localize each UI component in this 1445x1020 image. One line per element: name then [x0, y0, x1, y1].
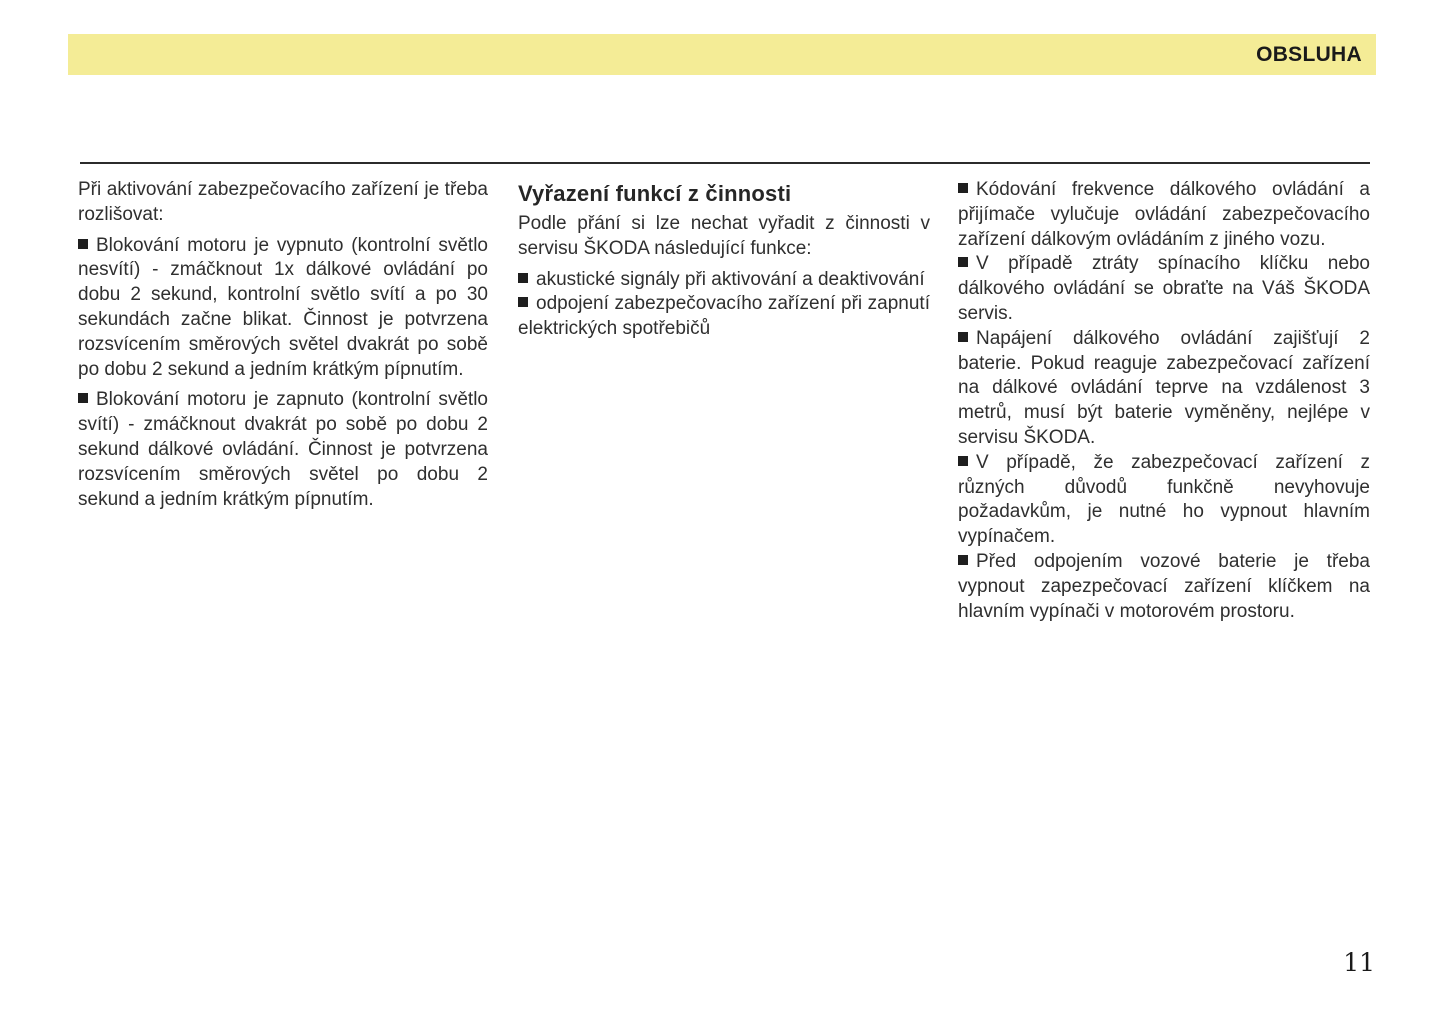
bullet-paragraph	[518, 268, 930, 293]
intro-paragraph	[78, 178, 488, 228]
paragraph-text: Podle přání si lze nechat vyřadit z činnosti v servisu ŠKODA následující funkce:	[518, 213, 930, 259]
bullet-square-icon	[78, 239, 88, 249]
bullet-paragraph	[518, 292, 930, 342]
page-number: 11	[1343, 948, 1375, 977]
bullet-square-icon	[78, 393, 88, 403]
intro-paragraph	[518, 212, 930, 262]
paragraph-text: V případě, že zabezpečovací zařízení z různých důvodů funkčně nevyhovuje požadavkům, je nutné ho vypnout hlavním vypínačem.	[958, 451, 1370, 548]
column-3	[958, 178, 1370, 624]
column-1	[78, 178, 488, 518]
bullet-square-icon	[958, 555, 968, 565]
paragraph-text: odpojení zabezpečovacího zařízení při zapnutí elektrických spotřebičů	[518, 293, 930, 340]
bullet-square-icon	[518, 297, 528, 307]
paragraph-text: Při aktivování zabezpečovacího zařízení je třeba rozlišovat:	[78, 179, 488, 225]
bullet-paragraph	[78, 234, 488, 383]
section-header-band	[68, 34, 1376, 75]
section-heading: Vyřazení funkcí z činnosti	[518, 181, 792, 206]
paragraph-text: Napájení dálkového ovládání zajišťují 2 baterie. Pokud reaguje zabezpečovací zařízení na dálkové ovládání teprve na vzdálenost 3 metrů, musí být baterie vyměněny, nejlépe v servisu ŠKODA.	[958, 327, 1370, 448]
column-2	[518, 178, 930, 348]
bullet-square-icon	[958, 332, 968, 342]
paragraph-text: Blokování motoru je zapnuto (kontrolní světlo svítí) - zmáčknout dvakrát po sobě po dobu 2 sekund dálkové ovládání. Činnost je potvrzena rozsvícením směrových světel po dobu 2 sekund a jedním krátkým pípnutím.	[78, 389, 488, 510]
bullet-square-icon	[958, 456, 968, 466]
paragraph-text: akustické signály při aktivování a deaktivování	[536, 268, 925, 290]
bullet-paragraph	[958, 550, 1370, 624]
section-title: OBSLUHA	[1256, 43, 1362, 66]
bullet-paragraph	[958, 252, 1370, 326]
bullet-paragraph	[78, 388, 488, 512]
bullet-square-icon	[958, 183, 968, 193]
bullet-square-icon	[518, 273, 528, 283]
bullet-square-icon	[958, 257, 968, 267]
paragraph-text: V případě ztráty spínacího klíčku nebo dálkového ovládání se obraťte na Váš ŠKODA servis.	[958, 253, 1370, 324]
bullet-paragraph	[958, 327, 1370, 451]
horizontal-rule	[80, 162, 1370, 164]
paragraph-text: Před odpojením vozové baterie je třeba vypnout zapezpečovací zařízení klíčkem na hlavním vypínači v motorovém prostoru.	[958, 550, 1370, 622]
paragraph-text: Kódování frekvence dálkového ovládání a přijímače vylučuje ovládání zabezpečovacího zařízení dálkovým ovládáním z jiného vozu.	[958, 179, 1370, 250]
paragraph-text: Blokování motoru je vypnuto (kontrolní světlo nesvítí) - zmáčknout 1x dálkové ovládání po dobu 2 sekund, kontrolní světlo svítí a po 30 sekundách začne blikat. Činnost je potvrzena rozsvícením směrových světel dvakrát po sobě po dobu 2 sekund a jedním krátkým pípnutím.	[78, 234, 488, 380]
bullet-paragraph	[958, 451, 1370, 550]
bullet-paragraph	[958, 178, 1370, 252]
